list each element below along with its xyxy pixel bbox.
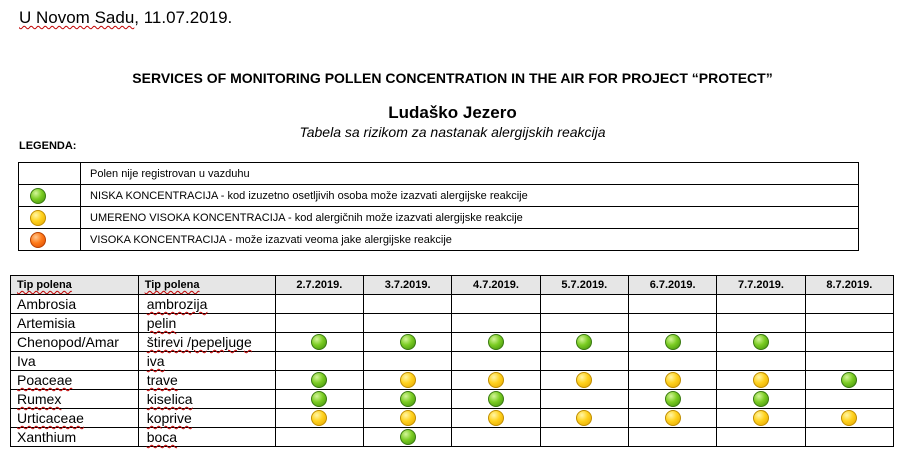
latin-name-cell [11,390,139,409]
green-dot-icon [400,429,416,445]
green-dot-icon [400,391,416,407]
legend-symbol-cell [19,207,81,229]
concentration-cell [363,390,451,409]
local-name-cell [138,409,275,428]
column-header-label: 6.7.2019. [649,279,696,291]
table-header-row [11,276,894,295]
concentration-cell [363,352,451,371]
concentration-cell [452,314,540,333]
latin-name-cell [11,352,139,371]
local-name: koprive [146,410,192,426]
local-name-cell [138,390,275,409]
yellow-dot-icon [311,410,327,426]
column-header-label: Tip polena [144,279,200,291]
concentration-cell [628,371,716,390]
legend-symbol-cell [19,163,81,185]
latin-name: Xanthium [17,429,77,445]
concentration-cell [275,428,363,447]
local-name-cell [138,314,275,333]
latin-name-cell [11,333,139,352]
legend-row [19,185,859,207]
legend-symbol-cell [19,185,81,207]
latin-name: Ambrosia [17,296,77,312]
column-header-label: 8.7.2019. [826,279,873,291]
table-row [11,295,894,314]
concentration-cell [275,295,363,314]
table-row [11,371,894,390]
local-name: pelin [146,315,177,331]
concentration-cell [717,390,805,409]
concentration-cell [628,409,716,428]
green-dot-icon [488,334,504,350]
green-dot-icon [665,334,681,350]
green-dot-icon [488,391,504,407]
column-header-label: 4.7.2019. [473,279,519,291]
concentration-cell [275,409,363,428]
local-name: ambrozija [146,296,208,312]
concentration-cell [363,409,451,428]
yellow-dot-icon [488,372,504,388]
legend-text: NISKA KONCENTRACIJA - kod izuzetno osetljivih osoba može izazvati alergijske reakcije [81,185,859,207]
concentration-cell [717,428,805,447]
concentration-cell [452,371,540,390]
concentration-cell [628,428,716,447]
latin-name-cell [11,409,139,428]
concentration-cell [805,409,893,428]
latin-name: Rumex [17,391,62,407]
location-title: Ludaško Jezero [388,103,517,122]
concentration-cell [452,295,540,314]
concentration-cell [805,428,893,447]
concentration-cell [452,333,540,352]
table-row [11,333,894,352]
table-row [11,390,894,409]
yellow-dot-icon [841,410,857,426]
concentration-cell [363,428,451,447]
concentration-cell [540,295,628,314]
latin-name: Chenopod/Amar [17,334,119,350]
latin-name: Artemisia [17,315,76,331]
column-header-date [628,276,716,295]
column-header-date [805,276,893,295]
concentration-cell [275,314,363,333]
local-name: trave [146,372,178,388]
table-row [11,428,894,447]
column-header-label: 7.7.2019. [738,279,784,291]
concentration-cell [717,333,805,352]
concentration-cell [275,333,363,352]
concentration-cell [628,390,716,409]
table-row [11,314,894,333]
green-dot-icon [311,391,327,407]
document-headline: SERVICES OF MONITORING POLLEN CONCENTRATION IN THE AIR FOR PROJECT “PROTECT” [132,70,773,86]
concentration-cell [717,352,805,371]
concentration-cell [805,390,893,409]
concentration-cell [628,333,716,352]
concentration-cell [717,295,805,314]
column-header-date [363,276,451,295]
column-header-pollen-type [138,276,275,295]
column-header-date [540,276,628,295]
local-name: boca [146,429,178,445]
concentration-cell [540,314,628,333]
legend-row [19,229,859,251]
concentration-cell [540,333,628,352]
yellow-dot-icon [753,410,769,426]
green-dot-icon [665,391,681,407]
document-date [19,8,232,28]
yellow-dot-icon [400,410,416,426]
column-header-label: 3.7.2019. [384,279,431,291]
local-name-cell [138,295,275,314]
green-dot-icon [400,334,416,350]
yellow-dot-icon [488,410,504,426]
yellow-dot-icon [576,410,592,426]
local-name-cell [138,428,275,447]
latin-name: Poaceae [17,372,73,388]
column-header-date [717,276,805,295]
concentration-cell [363,295,451,314]
concentration-cell [540,352,628,371]
concentration-cell [540,409,628,428]
concentration-cell [363,314,451,333]
latin-name-cell [11,295,139,314]
concentration-cell [540,428,628,447]
concentration-cell [805,314,893,333]
legend-text: Polen nije registrovan u vazduhu [81,163,859,185]
latin-name-cell [11,314,139,333]
local-name: kiselica [146,391,193,407]
column-header-date [452,276,540,295]
local-name: iva [146,353,165,369]
concentration-cell [628,352,716,371]
green-dot-icon [841,372,857,388]
latin-name-cell [11,428,139,447]
concentration-cell [628,295,716,314]
concentration-cell [717,409,805,428]
pollen-table [10,275,894,447]
concentration-cell [275,390,363,409]
concentration-cell [805,352,893,371]
date-place: U Novom Sadu [19,8,135,27]
yellow-dot-icon [665,410,681,426]
yellow-dot-icon [665,372,681,388]
latin-name: Iva [17,353,36,369]
concentration-cell [540,390,628,409]
legend-row [19,207,859,229]
legend-label: LEGENDA: [19,140,77,152]
green-dot-icon [576,334,592,350]
date-value: , 11.07.2019. [134,8,233,27]
concentration-cell [363,333,451,352]
green-dot-icon [311,372,327,388]
legend-row [19,163,859,185]
local-name-cell [138,333,275,352]
legend-text: UMERENO VISOKA KONCENTRACIJA - kod alergičnih može izazvati alergijske reakcije [81,207,859,229]
concentration-cell [452,409,540,428]
legend-table [18,162,859,251]
local-name-cell [138,371,275,390]
yellow-dot-icon [753,372,769,388]
concentration-cell [805,333,893,352]
latin-name: Urticaceae [17,410,84,426]
local-name: štirevi /pepeljuge [146,334,252,350]
concentration-cell [717,371,805,390]
legend-text: VISOKA KONCENTRACIJA - može izazvati veoma jake alergijske reakcije [81,229,859,251]
green-dot-icon [311,334,327,350]
column-header-date [275,276,363,295]
concentration-cell [717,314,805,333]
orange-dot-icon [30,232,46,248]
green-dot-icon [753,334,769,350]
latin-name-cell [11,371,139,390]
yellow-dot-icon [30,210,46,226]
local-name-cell [138,352,275,371]
legend-symbol-cell [19,229,81,251]
column-header-pollen-type [11,276,139,295]
concentration-cell [540,371,628,390]
green-dot-icon [753,391,769,407]
table-row [11,352,894,371]
concentration-cell [805,371,893,390]
concentration-cell [275,352,363,371]
concentration-cell [275,371,363,390]
column-header-label: Tip polena [17,279,72,291]
green-dot-icon [30,188,46,204]
document-subtitle: Tabela sa rizikom za nastanak alergijskih reakcija [299,124,606,140]
column-header-label: 5.7.2019. [561,279,608,291]
concentration-cell [628,314,716,333]
concentration-cell [363,371,451,390]
column-header-label: 2.7.2019. [296,279,343,291]
concentration-cell [452,352,540,371]
table-row [11,409,894,428]
concentration-cell [805,295,893,314]
yellow-dot-icon [400,372,416,388]
yellow-dot-icon [576,372,592,388]
concentration-cell [452,428,540,447]
concentration-cell [452,390,540,409]
